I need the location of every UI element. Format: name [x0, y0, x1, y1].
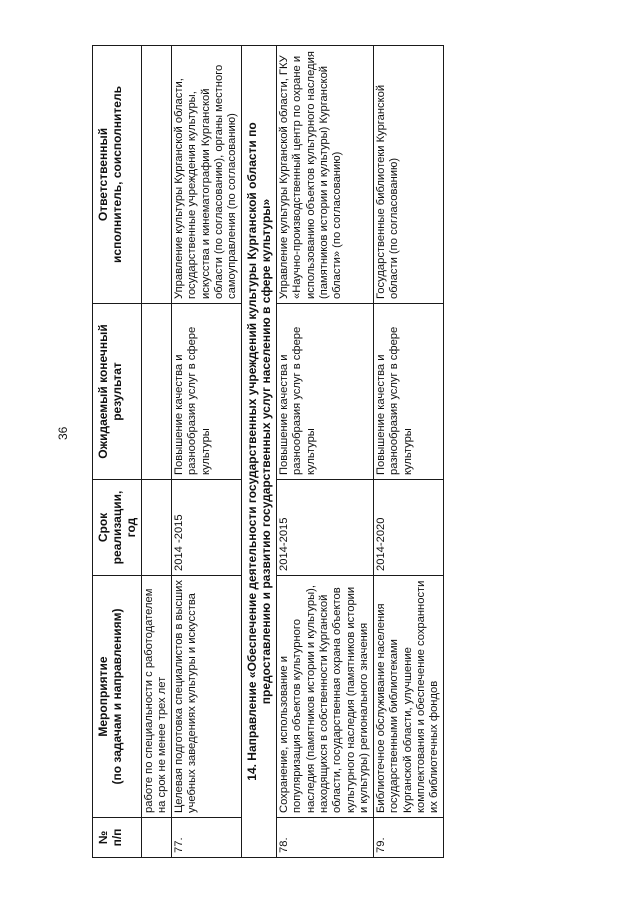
- cell-num: 77.: [171, 818, 241, 858]
- cell-measure: Сохранение, использование и популяризация объектов культурного наследия (памятников истории и культуры), находящихся в собственности Курганской области, государственная охрана объектов культурного наследия (памятников истории и культуры) регионального значения: [276, 576, 373, 818]
- header-executor: [93, 46, 142, 304]
- cell-result: [142, 304, 172, 480]
- cell-num: [142, 818, 172, 858]
- section-heading-line2: предоставлению и развитию государственных услуг населению в сфере культуры»: [258, 198, 273, 705]
- header-result: [93, 304, 142, 480]
- cell-term: 2014 -2015: [171, 480, 241, 576]
- section-heading: [241, 46, 276, 858]
- header-executor-line1: Ответственный: [96, 127, 110, 222]
- cell-term: 2014-2015: [276, 480, 373, 576]
- cell-num: 78.: [276, 818, 373, 858]
- cell-executor: Управление культуры Курганской области, ГКУ «Научно-производственный центр по охране и использованию объектов культурного наследия (памятников истории и культуры) Курганской области» (по согласованию): [276, 46, 373, 304]
- header-term-line1: Срок: [96, 512, 110, 543]
- cell-executor: [142, 46, 172, 304]
- cell-result: Повышение качества и разнообразия услуг в сфере культуры: [171, 304, 241, 480]
- table-row-79: [373, 46, 443, 858]
- section-heading-row: [241, 46, 276, 858]
- table-row-77: [171, 46, 241, 858]
- cell-executor: Государственные библиотеки Курганской области (по согласованию): [373, 46, 443, 304]
- header-num-line1: №: [96, 830, 110, 845]
- header-term-line3: год: [124, 517, 138, 538]
- cell-result: Повышение качества и разнообразия услуг в сфере культуры: [373, 304, 443, 480]
- header-term-line2: реализации,: [110, 490, 124, 565]
- cell-term: [142, 480, 172, 576]
- measures-table: [92, 45, 444, 858]
- header-executor-line2: исполнитель, соисполнитель: [110, 86, 124, 263]
- header-measure: [93, 576, 142, 818]
- table-header-row: [93, 46, 142, 858]
- header-measure-line1: Мероприятие: [96, 656, 110, 737]
- cell-measure: Целевая подготовка специалистов в высших учебных заведениях культуры и искусства: [171, 576, 241, 818]
- cell-executor: Управление культуры Курганской области, государственные учреждения культуры, искусства и кинематографии Курганской области (по согласованию), органы местного самоуправления (по согласованию): [171, 46, 241, 304]
- header-result-line1: Ожидаемый конечный: [96, 324, 110, 459]
- table-row-78: [276, 46, 373, 858]
- header-result-line2: результат: [110, 362, 124, 421]
- table-row-continuation: [142, 46, 172, 858]
- header-term: [93, 480, 142, 576]
- header-measure-line2: (по задачам и направлениям): [110, 608, 124, 785]
- rotated-table-container: [92, 46, 577, 858]
- header-num-line2: п/п: [110, 828, 124, 847]
- cell-measure: работе по специальности с работодателем на срок не менее трех лет: [142, 576, 172, 818]
- cell-measure: Библиотечное обслуживание населения государственными библиотеками Курганской области, улучшение комплектования и обеспечение сохранности их библиотечных фондов: [373, 576, 443, 818]
- cell-result: Повышение качества и разнообразия услуг в сфере культуры: [276, 304, 373, 480]
- header-num: [93, 818, 142, 858]
- page-number: 36: [56, 426, 70, 440]
- cell-num: 79.: [373, 818, 443, 858]
- section-heading-line1: 14. Направление «Обеспечение деятельности государственных учреждений культуры Курганской области по: [244, 122, 259, 781]
- cell-term: 2014-2020: [373, 480, 443, 576]
